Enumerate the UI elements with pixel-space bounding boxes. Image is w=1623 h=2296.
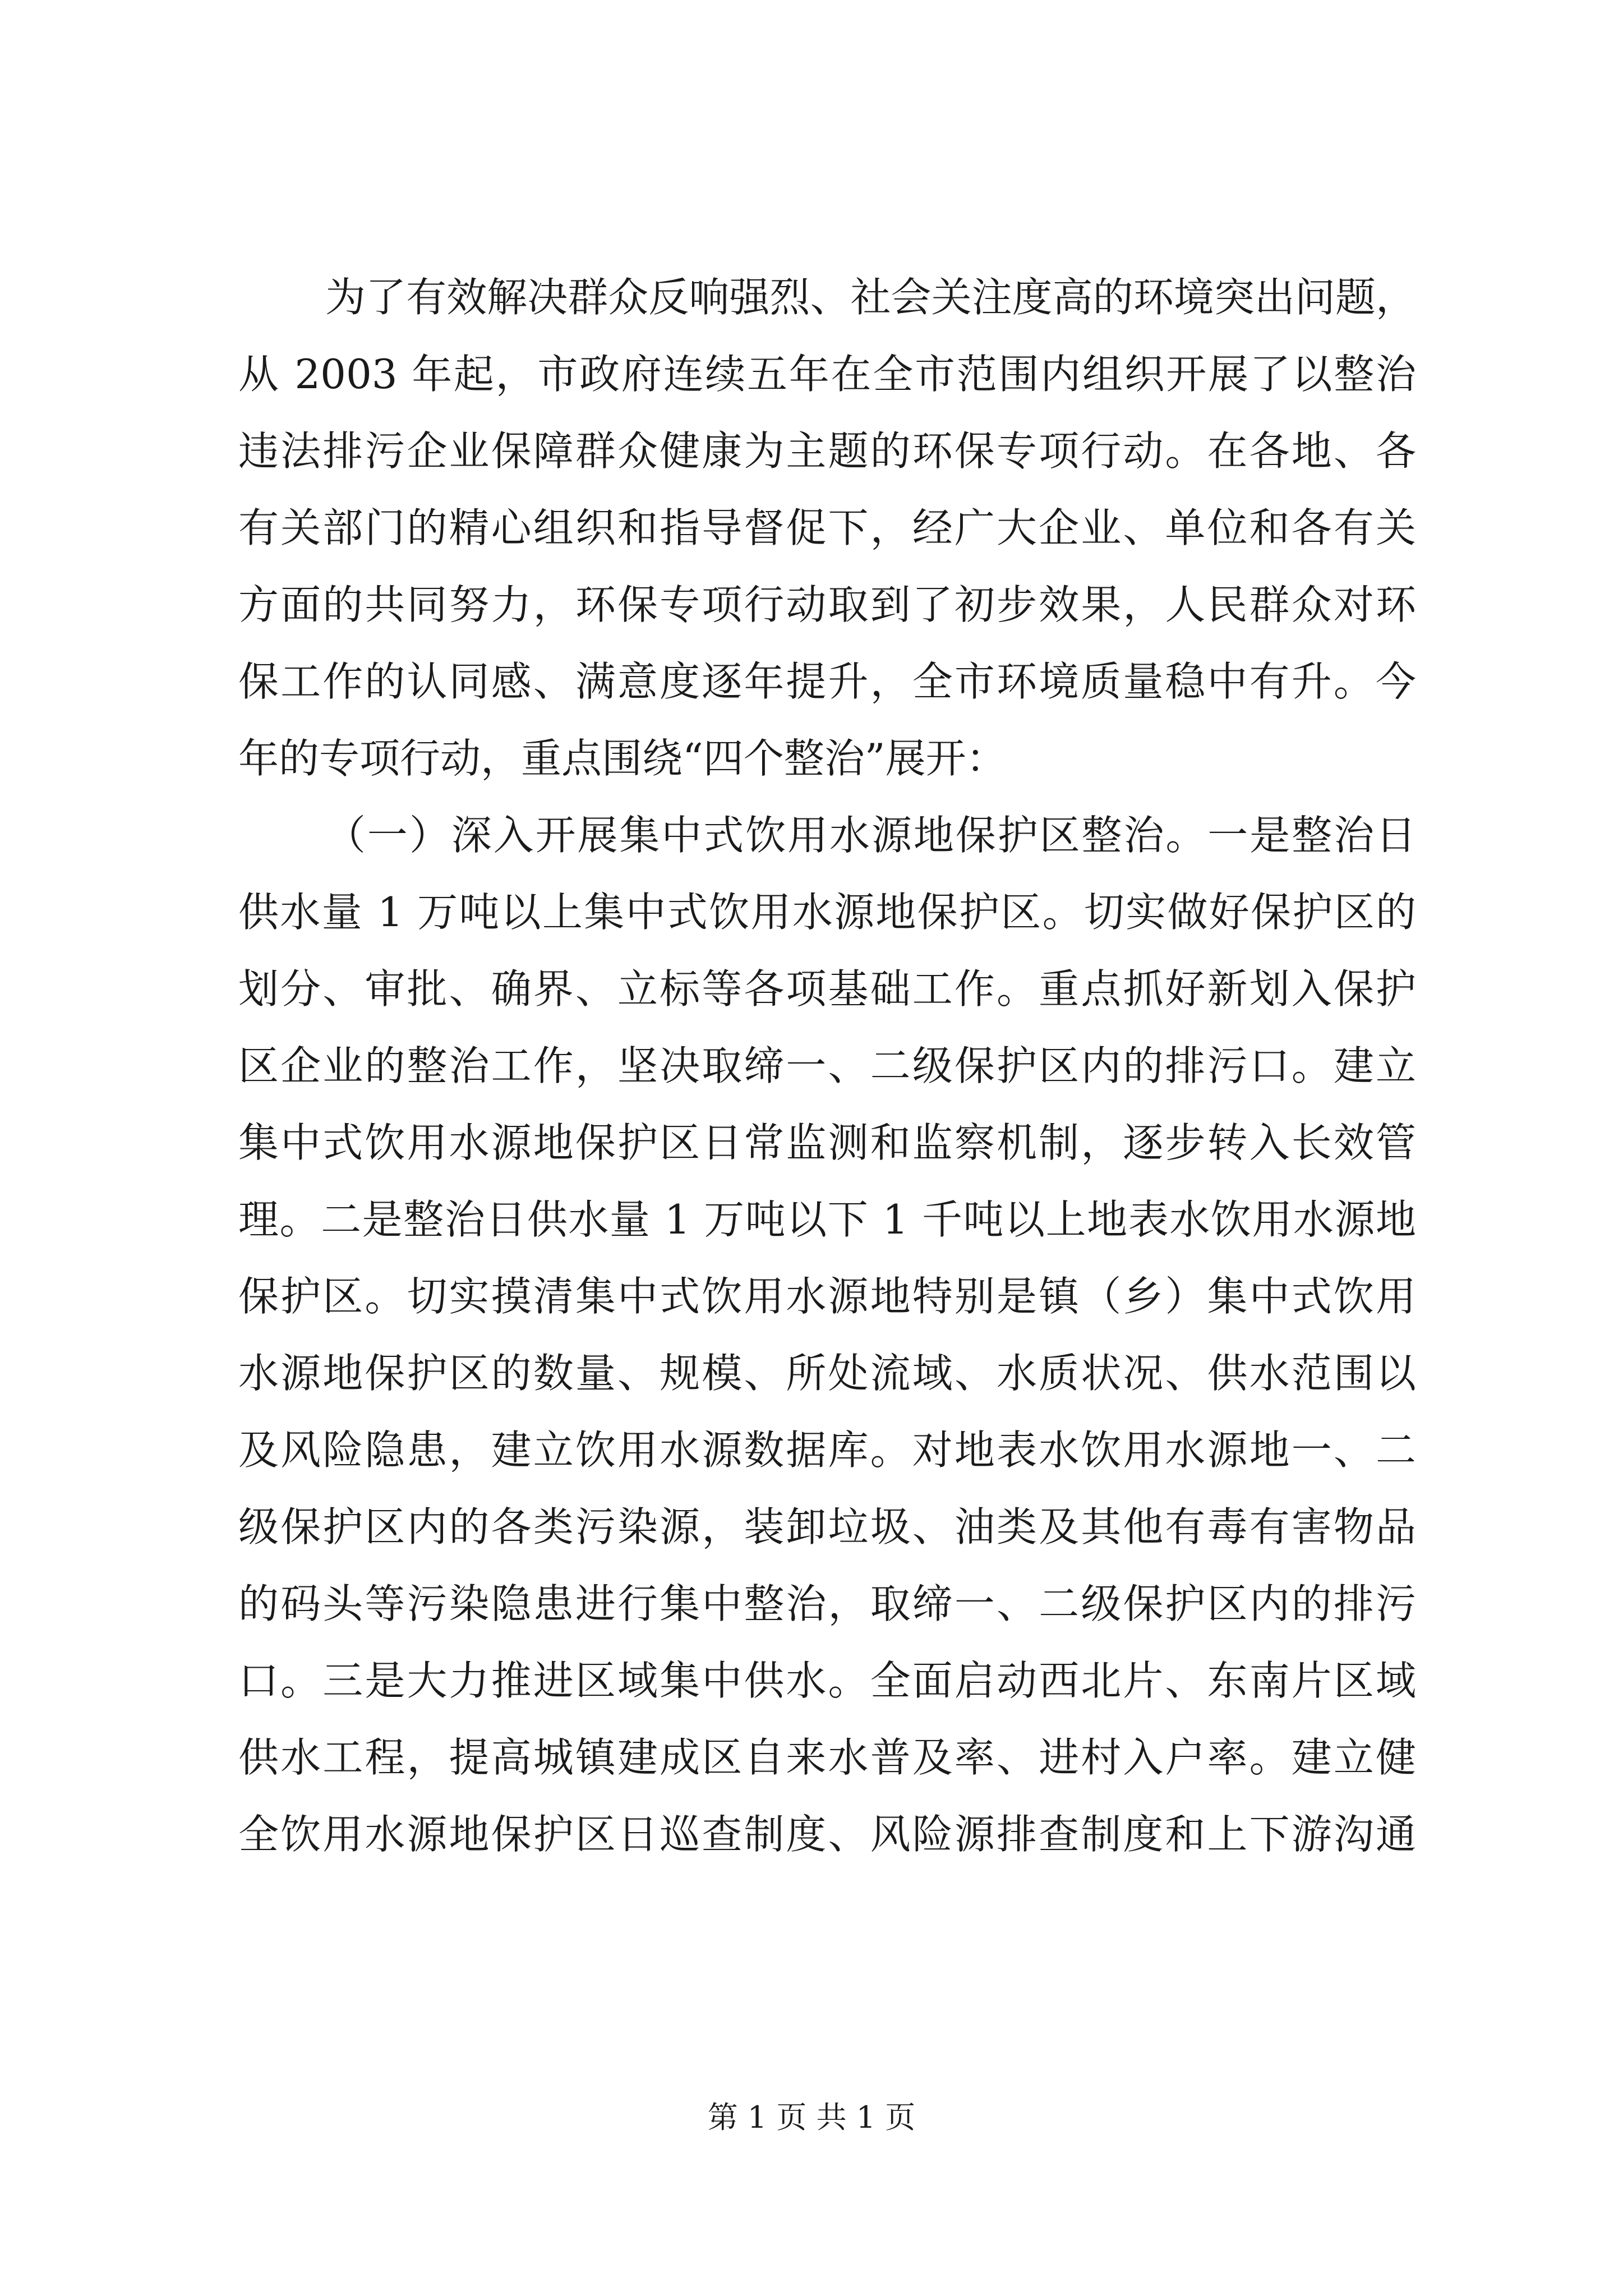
paragraph-line: 从 2003 年起，市政府连续五年在全市范围内组织开展了以整治	[238, 351, 1416, 398]
page-number-label: 第 1 页 共 1 页	[707, 2100, 916, 2135]
paragraph-line: 全饮用水源地保护区日巡查制度、风险源排查制度和上下游沟通	[238, 1811, 1416, 1858]
paragraph-line	[238, 1878, 1416, 1945]
paragraph-line: 理。二是整治日供水量 1 万吨以下 1 千吨以上地表水饮用水源地	[238, 1196, 1416, 1243]
paragraph-line: 划分、审批、确界、立标等各项基础工作。重点抓好新划入保护	[238, 965, 1416, 1013]
page-footer	[0, 2095, 1623, 2140]
paragraph-line: 口。三是大力推进区域集中供水。全面启动西北片、东南片区域	[238, 1657, 1416, 1704]
paragraph-line: 年的专项行动，重点围绕“四个整治”展开：	[238, 735, 1007, 782]
paragraph-line: 的码头等污染隐患进行集中整治，取缔一、二级保护区内的排污	[238, 1580, 1416, 1627]
paragraph-line: 水源地保护区的数量、规模、所处流域、水质状况、供水范围以	[238, 1350, 1416, 1397]
paragraph-line: 有关部门的精心组织和指导督促下，经广大企业、单位和各有关	[238, 504, 1416, 551]
paragraph-line: 违法排污企业保障群众健康为主题的环保专项行动。在各地、各	[238, 427, 1416, 475]
paragraph-line: 保工作的认同感、满意度逐年提升，全市环境质量稳中有升。今	[238, 658, 1416, 705]
paragraph-line: 及风险隐患，建立饮用水源数据库。对地表水饮用水源地一、二	[238, 1427, 1416, 1474]
paragraph-line: 供水工程，提高城镇建成区自来水普及率、进村入户率。建立健	[238, 1734, 1416, 1781]
paragraph-line: 为了有效解决群众反响强烈、社会关注度高的环境突出问题，	[325, 274, 1416, 321]
paragraph-line: 保护区。切实摸清集中式饮用水源地特别是镇（乡）集中式饮用	[238, 1273, 1416, 1320]
paragraph-line: 方面的共同努力，环保专项行动取到了初步效果，人民群众对环	[238, 581, 1416, 628]
paragraph-line: 级保护区内的各类污染源，装卸垃圾、油类及其他有毒有害物品	[238, 1503, 1416, 1550]
paragraph-line: 供水量 1 万吨以上集中式饮用水源地保护区。切实做好保护区的	[238, 889, 1416, 936]
paragraph-line: 区企业的整治工作，坚决取缔一、二级保护区内的排污口。建立	[238, 1042, 1416, 1089]
paragraph-line: 集中式饮用水源地保护区日常监测和监察机制，逐步转入长效管	[238, 1119, 1416, 1166]
paragraph-line: （一）深入开展集中式饮用水源地保护区整治。一是整治日	[325, 812, 1416, 859]
